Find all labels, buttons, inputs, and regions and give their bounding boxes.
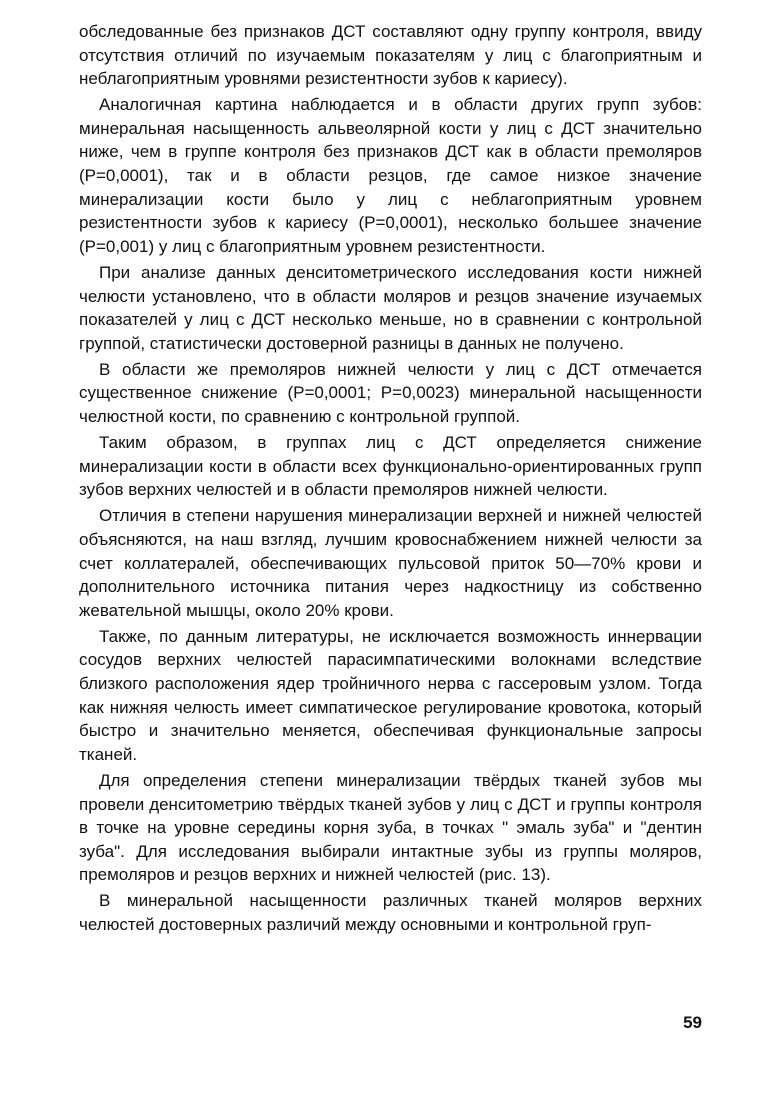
page-number: 59	[683, 1013, 702, 1032]
paragraph-innervation: Также, по данным литературы, не исключается возможность иннервации сосудов верхних челюстей парасимпатическими волокнами вследствие близкого расположения ядер тройничного нерва с гассеровым узлом. Тогда как нижняя челюсть имеет симпатическое регулирование кровотока, который быстро и значительно меняется, обеспечивая функциональные запросы тканей.	[79, 626, 702, 764]
paragraph-continuation: обследованные без признаков ДСТ составляют одну группу контроля, ввиду отсутствия отличий по изучаемым показателям у лиц с благоприятным и неблагоприятным уровнями резистентности зубов к кариесу).	[79, 22, 702, 89]
page-body	[79, 20, 702, 939]
paragraph-densitometry-method: Для определения степени минерализации твёрдых тканей зубов мы провели денситометрию твёрдых тканей зубов у лиц с ДСТ и группы контроля в точке на уровне середины корня зуба, в точках " эмаль зуба" и "дентин зуба". Для исследования выбирали интактные зубы из группы моляров, премоляров и резцов верхних и нижней челюстей (рис. 13).	[79, 770, 702, 885]
paragraph-mandible-analysis: При анализе данных денситометрического исследования кости нижней челюсти установлено, что в области моляров и резцов значение изучаемых показателей у лиц с ДСТ несколько меньше, но в сравнении с контрольной группой, статистически достоверной разницы в данных не получено.	[79, 262, 702, 353]
paragraph-blood-supply: Отличия в степени нарушения минерализации верхней и нижней челюстей объясняются, на наш взгляд, лучшим кровоснабжением нижней челюсти за счет коллатералей, обеспечивающих пульсовой приток 50—70% крови и дополнительного источника питания через надкостницу из собственно жевательной мышцы, около 20% крови.	[79, 506, 702, 620]
paragraph-molars-upper: В минеральной насыщенности различных тканей моляров верхних челюстей достоверных различий между основными и контрольной груп-	[79, 891, 702, 934]
paragraph-conclusion: Таким образом, в группах лиц с ДСТ определяется снижение минерализации кости в области всех функционально-ориентированных групп зубов верхних челюстей и в области премоляров нижней челюсти.	[79, 433, 702, 500]
paragraph-premolars-mandible: В области же премоляров нижней челюсти у лиц с ДСТ отмечается существенное снижение (P=0,0001; P=0,0023) минеральной насыщенности челюстной кости, по сравнению с контрольной группой.	[79, 359, 702, 426]
paragraph-alveolar-bone: Аналогичная картина наблюдается и в области других групп зубов: минеральная насыщенность альвеолярной кости у лиц с ДСТ значительно ниже, чем в группе контроля без признаков ДСТ как в области премоляров (P=0,0001), так и в области резцов, где самое низкое значение минерализации кости было у лиц с неблагоприятным уровнем резистентности зубов к кариесу (P=0,0001), несколько большее значение (P=0,001) у лиц с благоприятным уровнем резистентности.	[79, 95, 702, 256]
